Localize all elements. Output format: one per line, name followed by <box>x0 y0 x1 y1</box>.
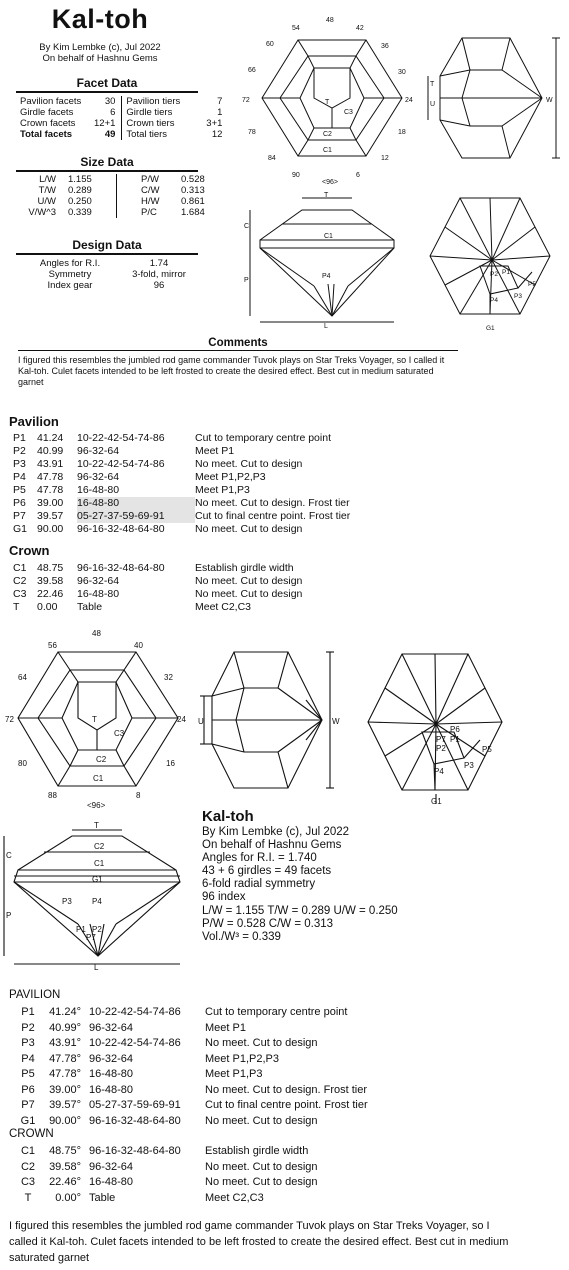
table-cell: C2 <box>13 575 27 587</box>
table-cell: U/W <box>37 196 56 207</box>
table-cell: P1 <box>21 1006 35 1018</box>
index-label: 64 <box>18 673 27 682</box>
facet-label: P3 <box>514 293 522 300</box>
index-label: 56 <box>48 641 57 650</box>
table-cell: C1 <box>13 562 27 574</box>
facet-label: C1 <box>323 147 332 154</box>
design-data-table <box>34 258 194 291</box>
table-cell: Meet C2,C3 <box>205 1191 264 1204</box>
table-cell: 0.289 <box>68 185 92 196</box>
table-row <box>13 523 350 536</box>
facet-label: P1 <box>450 735 460 744</box>
table-cell: G1 <box>13 523 28 535</box>
table-cell: 96-32-64 <box>89 1021 134 1034</box>
size-data-heading: Size Data <box>16 155 198 172</box>
facet-data-table <box>18 96 224 140</box>
author-line: By Kim Lembke (c), Jul 2022 <box>39 42 161 53</box>
index-label: 8 <box>136 791 141 800</box>
table-cell: 47.78° <box>49 1052 81 1065</box>
table-cell: 0.250 <box>68 196 92 207</box>
table-cell: 39.57° <box>49 1099 81 1111</box>
index-label: 48 <box>326 17 334 24</box>
table-cell: 43.91° <box>49 1037 81 1049</box>
table-cell: 96-32-64 <box>77 575 120 587</box>
table-row <box>18 96 224 107</box>
table-row <box>17 1098 368 1114</box>
table-row <box>17 1114 368 1130</box>
facet-label: C2 <box>94 842 105 851</box>
index-label: 84 <box>268 155 276 162</box>
table-cell: P6 <box>13 497 26 509</box>
table-row <box>17 1083 368 1099</box>
table-cell: Table <box>77 601 103 613</box>
index-label: 24 <box>177 715 186 724</box>
table-cell: 47.78° <box>49 1068 81 1080</box>
index-label: 36 <box>381 43 389 50</box>
table-cell: 12 <box>211 129 223 140</box>
table-cell: 41.24° <box>49 1006 81 1018</box>
table-cell: T <box>24 1191 32 1204</box>
table-row <box>18 107 224 118</box>
table-cell: Table <box>89 1191 116 1204</box>
table-cell: G1 <box>20 1114 36 1127</box>
info-line: 6-fold radial symmetry <box>202 878 316 891</box>
facet-label: P4 <box>322 273 331 280</box>
design-data-heading: Design Data <box>16 238 198 255</box>
table-cell: C3 <box>20 1176 36 1188</box>
table-row <box>13 575 302 588</box>
pavilion-table <box>13 432 350 536</box>
size-data-table <box>18 174 213 218</box>
table-cell: P4 <box>21 1052 35 1065</box>
facet-label: P3 <box>464 761 474 770</box>
info-line: 96 index <box>202 891 246 904</box>
facet-label: P4 <box>434 767 444 776</box>
table-cell: No meet. Cut to design <box>205 1037 318 1049</box>
table-cell: 16-48-80 <box>77 497 195 510</box>
table-cell: 22.46° <box>49 1176 81 1188</box>
table-cell: Meet P1,P3 <box>195 484 250 496</box>
info-line: By Kim Lembke (c), Jul 2022 <box>202 826 350 838</box>
table-cell: 40.99° <box>49 1021 81 1034</box>
dimension-label: T <box>430 81 435 88</box>
table-cell: Meet P1,P3 <box>205 1068 263 1080</box>
facet-label: P3 <box>62 897 72 906</box>
table-row <box>17 1067 368 1083</box>
table-cell: 90.00 <box>37 523 64 535</box>
table-cell: Total facets <box>20 129 73 140</box>
table-cell: L/W <box>39 174 56 185</box>
crown2-table <box>17 1144 318 1206</box>
design-info-block <box>202 808 502 944</box>
table-row <box>13 432 350 445</box>
table-cell: 43.91 <box>37 458 64 470</box>
facet-label: P6 <box>450 725 460 734</box>
facet-label: P1 <box>502 269 510 276</box>
table-row <box>17 1175 318 1191</box>
table-cell: 41.24 <box>37 432 64 444</box>
bottom-pavilion-diagram <box>356 648 516 808</box>
table-cell: C/W <box>117 185 168 196</box>
index-label: 42 <box>356 25 364 32</box>
table-cell: 96-16-32-48-64-80 <box>77 562 165 574</box>
table-row <box>18 185 213 196</box>
table-cell: P4 <box>13 471 26 483</box>
index-label: 30 <box>398 69 406 76</box>
dimension-label: U <box>198 717 204 726</box>
facet-label: G1 <box>92 875 103 884</box>
crown-heading: Crown <box>9 543 50 558</box>
index-label: 80 <box>18 759 27 768</box>
table-cell: 0.339 <box>68 207 92 218</box>
design-name: Kal-toh <box>202 808 254 825</box>
dimension-label: T <box>324 192 329 199</box>
table-cell: 96-32-64 <box>77 471 120 483</box>
table-cell: P5 <box>21 1068 35 1080</box>
index-label: 12 <box>381 155 389 162</box>
table-row <box>34 269 194 280</box>
facet-label: T <box>92 715 97 724</box>
index-label: 72 <box>5 715 14 724</box>
table-row <box>18 196 213 207</box>
table-cell: 96-32-64 <box>89 1052 134 1065</box>
table-cell: V/W^3 <box>28 207 56 218</box>
table-cell: 39.58 <box>37 575 64 587</box>
table-cell: 1 <box>217 107 223 118</box>
table-cell: 3+1 <box>206 118 223 129</box>
table-cell: Total tiers <box>122 129 195 140</box>
crown-table <box>13 562 302 614</box>
table-cell: P1 <box>13 432 26 444</box>
index-label: 60 <box>266 41 274 48</box>
facet-label: P5 <box>482 745 492 754</box>
dimension-label: L <box>324 323 328 330</box>
dimension-label: C <box>244 223 250 230</box>
table-cell: Cut to final centre point. Frost tier <box>205 1099 368 1111</box>
table-cell: 40.99 <box>37 445 64 457</box>
table-cell: 96-16-32-48-64-80 <box>89 1114 181 1127</box>
facet-label: C1 <box>93 774 104 783</box>
table-cell: C3 <box>13 588 27 600</box>
table-cell: 10-22-42-54-74-86 <box>77 432 165 444</box>
table-cell: 05-27-37-59-69-91 <box>89 1099 181 1111</box>
info-line: 43 + 6 girdles = 49 facets <box>202 865 332 878</box>
table-cell: No meet. Cut to design <box>195 458 303 470</box>
table-cell: T <box>13 601 20 613</box>
table-cell: P3 <box>21 1037 35 1049</box>
info-line: Angles for R.I. = 1.740 <box>202 852 317 865</box>
table-row <box>13 484 350 497</box>
table-cell: 16-48-80 <box>89 1176 134 1188</box>
table-cell: 96-32-64 <box>89 1160 134 1173</box>
facet-label: C2 <box>96 755 107 764</box>
table-row <box>13 588 302 601</box>
facet-label: G1 <box>431 797 442 806</box>
table-cell: Crown tiers <box>122 118 195 129</box>
facet-label: C2 <box>323 131 332 138</box>
info-line: P/W = 0.528 C/W = 0.313 <box>202 917 334 930</box>
table-cell: 47.78 <box>37 471 64 483</box>
table-row <box>18 207 213 218</box>
facet-label: P2 <box>436 744 446 753</box>
facet-label: P1 <box>76 925 86 934</box>
footer-comment: I figured this resembles the jumbled rod game commander Tuvok plays on Star Treks Voyager, so I called it Kal-toh. Culet facets intended to be left frosted to create the desired effect. Best cut in medium saturated garnet <box>9 1220 509 1264</box>
facet-label: P7 <box>436 735 446 744</box>
table-cell: 39.57 <box>37 510 64 522</box>
table-cell: 05-27-37-59-69-91 <box>77 510 195 523</box>
table-cell: Establish girdle width <box>195 562 294 574</box>
table-cell: 1.155 <box>68 174 92 185</box>
index-center-label: <96> <box>322 179 338 186</box>
index-label: 66 <box>248 67 256 74</box>
table-cell: No meet. Cut to design <box>195 575 303 587</box>
bottom-side-diagram <box>196 640 346 800</box>
table-row <box>13 510 350 523</box>
index-label: 78 <box>248 129 256 136</box>
index-label: 90 <box>292 172 300 179</box>
top-pavilion-diagram <box>420 190 560 340</box>
table-cell: 39.00 <box>37 497 64 509</box>
index-label: 18 <box>398 129 406 136</box>
table-cell: P3 <box>13 458 26 470</box>
facet-label: P7 <box>86 933 96 942</box>
table-cell: C1 <box>20 1145 36 1157</box>
table-cell: No meet. Cut to design <box>205 1114 318 1127</box>
table-cell: Meet P1,P2,P3 <box>195 471 266 483</box>
table-cell: P7 <box>13 510 26 522</box>
table-row <box>13 601 302 614</box>
table-row <box>17 1052 368 1068</box>
table-row <box>17 1036 368 1052</box>
table-cell: Angles for R.I. <box>39 258 101 269</box>
table-row <box>18 118 224 129</box>
dimension-label: W <box>332 717 340 726</box>
table-row <box>17 1160 318 1176</box>
table-cell: 1.74 <box>149 258 169 269</box>
top-side-diagram <box>422 20 562 170</box>
bottom-crown-diagram <box>0 624 200 814</box>
table-cell: Establish girdle width <box>205 1145 309 1157</box>
index-label: 32 <box>164 673 173 682</box>
info-line: Vol./W³ = 0.339 <box>202 930 281 943</box>
index-label: 88 <box>48 791 57 800</box>
table-cell: No meet. Cut to design <box>205 1176 318 1188</box>
dimension-label: P <box>6 911 12 920</box>
index-center-label: <96> <box>87 801 106 810</box>
table-cell: 6 <box>110 107 116 118</box>
table-cell: 0.313 <box>181 185 205 196</box>
table-cell: 96 <box>153 280 165 291</box>
table-cell: P6 <box>21 1083 35 1096</box>
table-row <box>17 1144 318 1160</box>
table-cell: No meet. Cut to design. Frost tier <box>195 497 350 509</box>
table-cell: 12+1 <box>94 118 116 129</box>
table-cell: Pavilion facets <box>20 96 82 107</box>
table-cell: Pavilion tiers <box>122 96 195 107</box>
table-cell: C2 <box>20 1160 36 1173</box>
table-cell: 0.861 <box>181 196 205 207</box>
table-cell: 0.00° <box>55 1191 81 1204</box>
table-cell: 39.58° <box>49 1160 81 1173</box>
table-cell: 96-16-32-48-64-80 <box>77 523 165 535</box>
crown2-heading: CROWN <box>9 1128 54 1140</box>
table-cell: 3-fold, mirror <box>132 269 186 280</box>
table-row <box>13 497 350 510</box>
table-row <box>13 458 350 471</box>
table-cell: P5 <box>13 484 26 496</box>
facet-label: P4 <box>92 897 102 906</box>
comments-text: I figured this resembles the jumbled rod game commander Tuvok plays on Star Treks Voyager, so I called it Kal-toh. Culet facets intended to be left frosted to create the desired effect. Best cut in medium saturated garnet <box>18 355 445 387</box>
index-label: 40 <box>134 641 143 650</box>
table-cell: Index gear <box>47 280 93 291</box>
table-cell: 47.78 <box>37 484 64 496</box>
table-cell: 48.75° <box>49 1145 81 1157</box>
table-cell: 49 <box>104 129 116 140</box>
table-cell: Cut to final centre point. Frost tier <box>195 510 351 522</box>
table-cell: 10-22-42-54-74-86 <box>89 1006 181 1018</box>
table-cell: 7 <box>217 96 223 107</box>
table-cell: 22.46 <box>37 588 64 600</box>
facet-data-heading: Facet Data <box>16 76 198 93</box>
index-label: 72 <box>242 97 250 104</box>
table-cell: No meet. Cut to design. Frost tier <box>205 1083 368 1096</box>
facet-label: C1 <box>324 233 333 240</box>
table-row <box>18 174 213 185</box>
table-cell: 96-32-64 <box>77 445 120 457</box>
table-cell: Cut to temporary centre point <box>195 432 331 444</box>
table-cell: Meet P1 <box>195 445 235 457</box>
facet-label: T <box>325 99 330 106</box>
table-cell: 39.00° <box>49 1083 81 1096</box>
table-row <box>34 258 194 269</box>
table-cell: 30 <box>104 96 116 107</box>
table-cell: 16-48-80 <box>89 1083 134 1096</box>
info-line: On behalf of Hashnu Gems <box>202 839 342 852</box>
table-row <box>34 280 194 291</box>
table-row <box>13 445 350 458</box>
facet-label: C3 <box>114 729 125 738</box>
table-row <box>13 562 302 575</box>
table-cell: 48.75 <box>37 562 64 574</box>
table-row <box>17 1005 368 1021</box>
facet-label: P2 <box>92 925 102 934</box>
table-cell: Meet C2,C3 <box>195 601 252 613</box>
index-label: 6 <box>356 172 360 179</box>
pavilion-heading: Pavilion <box>9 414 59 429</box>
table-row <box>13 471 350 484</box>
page-title: Kal-toh <box>51 4 149 34</box>
facet-label: C1 <box>94 859 105 868</box>
index-label: 48 <box>92 629 101 638</box>
facet-label: G1 <box>486 325 495 332</box>
top-crown-diagram <box>238 12 428 192</box>
info-line: L/W = 1.155 T/W = 0.289 U/W = 0.250 <box>202 904 398 917</box>
dimension-label: U <box>430 101 436 108</box>
table-cell: H/W <box>117 196 168 207</box>
table-cell: P2 <box>13 445 26 457</box>
table-cell: 90.00° <box>49 1114 81 1127</box>
table-cell: No meet. Cut to design <box>195 588 303 600</box>
facet-label: P4 <box>490 297 498 304</box>
pavilion2-heading: PAVILION <box>9 989 61 1001</box>
facet-label: P2 <box>490 271 498 278</box>
behalf-line: On behalf of Hashnu Gems <box>42 53 158 64</box>
dimension-label: C <box>6 851 12 860</box>
table-cell: 16-48-80 <box>77 588 120 600</box>
dimension-label: L <box>94 963 99 970</box>
table-cell: Crown facets <box>20 118 76 129</box>
table-cell: Cut to temporary centre point <box>205 1006 348 1018</box>
pavilion2-table <box>17 1005 368 1129</box>
facet-label: P5 <box>528 281 536 288</box>
table-cell: 96-16-32-48-64-80 <box>89 1145 181 1157</box>
table-cell: T/W <box>38 185 56 196</box>
table-row <box>17 1021 368 1037</box>
table-cell: P7 <box>21 1099 35 1111</box>
table-cell: 10-22-42-54-74-86 <box>77 458 165 470</box>
table-cell: 10-22-42-54-74-86 <box>89 1037 181 1049</box>
facet-label: C3 <box>344 109 353 116</box>
bottom-profile-diagram <box>0 820 200 970</box>
table-cell: P2 <box>21 1021 35 1034</box>
table-cell: 16-48-80 <box>89 1068 134 1080</box>
table-cell: 16-48-80 <box>77 484 120 496</box>
comments-heading: Comments <box>18 337 458 351</box>
table-cell: No meet. Cut to design <box>195 523 303 535</box>
table-row <box>17 1191 318 1207</box>
table-cell: Girdle tiers <box>122 107 195 118</box>
dimension-label: W <box>546 97 553 104</box>
table-row <box>18 129 224 140</box>
dimension-label: P <box>244 277 249 284</box>
table-cell: P/C <box>117 207 168 218</box>
table-cell: Meet P1,P2,P3 <box>205 1052 279 1065</box>
table-cell: P/W <box>117 174 168 185</box>
index-label: 16 <box>166 759 175 768</box>
top-profile-diagram <box>242 190 412 330</box>
table-cell: Meet P1 <box>205 1021 246 1034</box>
index-label: 24 <box>405 97 413 104</box>
dimension-label: T <box>94 821 99 830</box>
index-label: 54 <box>292 25 300 32</box>
table-cell: Girdle facets <box>20 107 74 118</box>
table-cell: 0.528 <box>181 174 205 185</box>
table-cell: 0.00 <box>37 601 58 613</box>
table-cell: Symmetry <box>48 269 92 280</box>
table-cell: No meet. Cut to design <box>205 1160 318 1173</box>
table-cell: 1.684 <box>181 207 205 218</box>
